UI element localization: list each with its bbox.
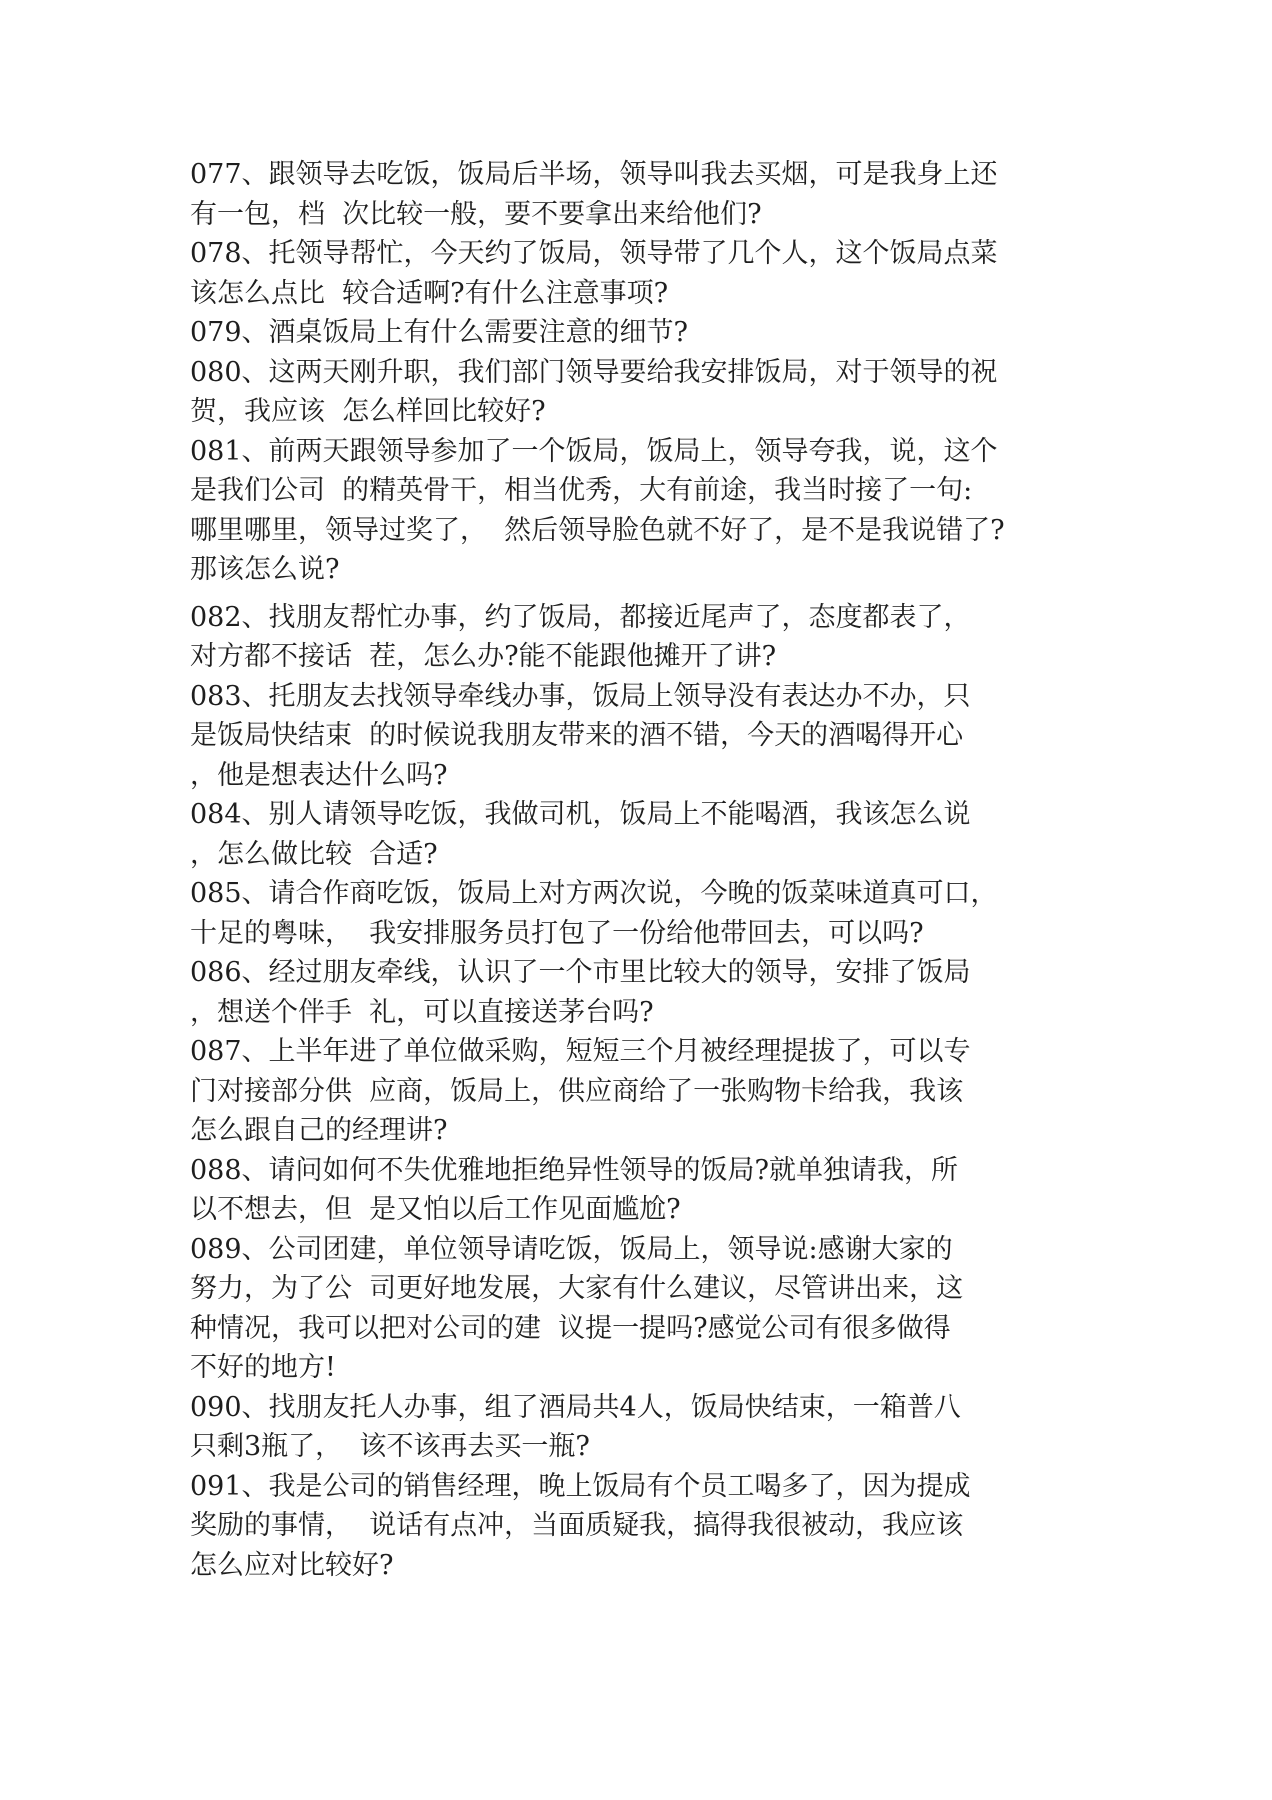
question-text-line: 门对接部分供 应商，饭局上，供应商给了一张购物卡给我，我该 [190, 1075, 964, 1107]
question-item [190, 432, 1090, 590]
question-item [190, 677, 1090, 796]
question-text-line: 084、别人请领导吃饭，我做司机，饭局上不能喝酒，我该怎么说 [190, 799, 971, 830]
question-item [190, 1151, 1090, 1230]
question-text-line: 080、这两天刚升职，我们部门领导要给我安排饭局，对于领导的祝 [190, 356, 998, 388]
question-text-line: 078、托领导帮忙，今天约了饭局，领导带了几个人，这个饭局点菜 [190, 238, 998, 269]
question-item [190, 1388, 1090, 1467]
question-text-line: ，怎么做比较 合适? [190, 838, 438, 870]
question-item [190, 598, 1090, 677]
question-text-line: 090、找朋友托人办事，组了酒局共4人，饭局快结束，一箱普八 [190, 1391, 961, 1423]
question-text-line: 哪里哪里，领导过奖了， 然后领导脸色就不好了，是不是我说错了? [190, 514, 1005, 546]
question-text-line: 086、经过朋友牵线，认识了一个市里比较大的领导，安排了饭局 [190, 957, 971, 988]
question-text-line: 对方都不接话 茬，怎么办?能不能跟他摊开了讲? [190, 641, 777, 672]
question-item [190, 1467, 1090, 1586]
question-item [190, 155, 1090, 234]
question-text-line: 077、跟领导去吃饭，饭局后半场，领导叫我去买烟，可是我身上还 [190, 159, 998, 190]
question-text-line: 只剩3瓶了， 该不该再去买一瓶? [190, 1431, 590, 1462]
question-text-line: 088、请问如何不失优雅地拒绝异性领导的饭局?就单独请我，所 [190, 1154, 959, 1186]
question-text-line: 该怎么点比 较合适啊?有什么注意事项? [190, 277, 669, 309]
question-text-line: 089、公司团建，单位领导请吃饭，饭局上，领导说:感谢大家的 [190, 1233, 953, 1265]
question-item [190, 795, 1090, 874]
question-text-line: 不好的地方! [190, 1352, 336, 1383]
question-text-line: 怎么应对比较好? [190, 1549, 394, 1581]
question-text-line: 以不想去，但 是又怕以后工作见面尴尬? [190, 1194, 681, 1225]
question-text-line: 081、前两天跟领导参加了一个饭局，饭局上，领导夸我，说，这个 [190, 435, 998, 467]
question-text-line: 是饭局快结束 的时候说我朋友带来的酒不错，今天的酒喝得开心 [190, 720, 964, 751]
question-text-line: 082、找朋友帮忙办事，约了饭局，都接近尾声了，态度都表了， [190, 601, 971, 633]
question-item [190, 1230, 1090, 1388]
question-list [190, 155, 1090, 1585]
question-text-line: 085、请合作商吃饭，饭局上对方两次说，今晚的饭菜味道真可口， [190, 878, 998, 909]
question-text-line: 是我们公司 的精英骨干，相当优秀，大有前途，我当时接了一句: [190, 475, 973, 506]
question-text-line: 贺，我应该 怎么样回比较好? [190, 396, 546, 427]
question-text-line: 十足的粤味， 我安排服务员打包了一份给他带回去，可以吗? [190, 917, 924, 949]
question-text-line: 079、酒桌饭局上有什么需要注意的细节? [190, 317, 689, 348]
question-text-line: 那该怎么说? [190, 554, 340, 585]
question-text-line: 努力，为了公 司更好地发展，大家有什么建议，尽管讲出来，这 [190, 1273, 964, 1304]
question-text-line: ，他是想表达什么吗? [190, 759, 448, 791]
question-item [190, 353, 1090, 432]
question-text-line: 087、上半年进了单位做采购，短短三个月被经理提拔了，可以专 [190, 1036, 971, 1067]
question-text-line: 种情况，我可以把对公司的建 议提一提吗?感觉公司有很多做得 [190, 1312, 951, 1344]
question-text-line: 083、托朋友去找领导牵线办事，饭局上领导没有表达办不办，只 [190, 680, 971, 712]
question-item [190, 313, 1090, 353]
question-item [190, 234, 1090, 313]
question-text-line: 奖励的事情， 说话有点冲，当面质疑我，搞得我很被动，我应该 [190, 1510, 964, 1541]
question-item [190, 953, 1090, 1032]
question-text-line: 怎么跟自己的经理讲? [190, 1115, 448, 1146]
question-item [190, 874, 1090, 953]
question-text-line: 有一包，档 次比较一般，要不要拿出来给他们? [190, 198, 762, 230]
question-text-line: ，想送个伴手 礼，可以直接送茅台吗? [190, 996, 654, 1028]
question-text-line: 091、我是公司的销售经理，晚上饭局有个员工喝多了，因为提成 [190, 1470, 971, 1502]
question-item [190, 1032, 1090, 1151]
